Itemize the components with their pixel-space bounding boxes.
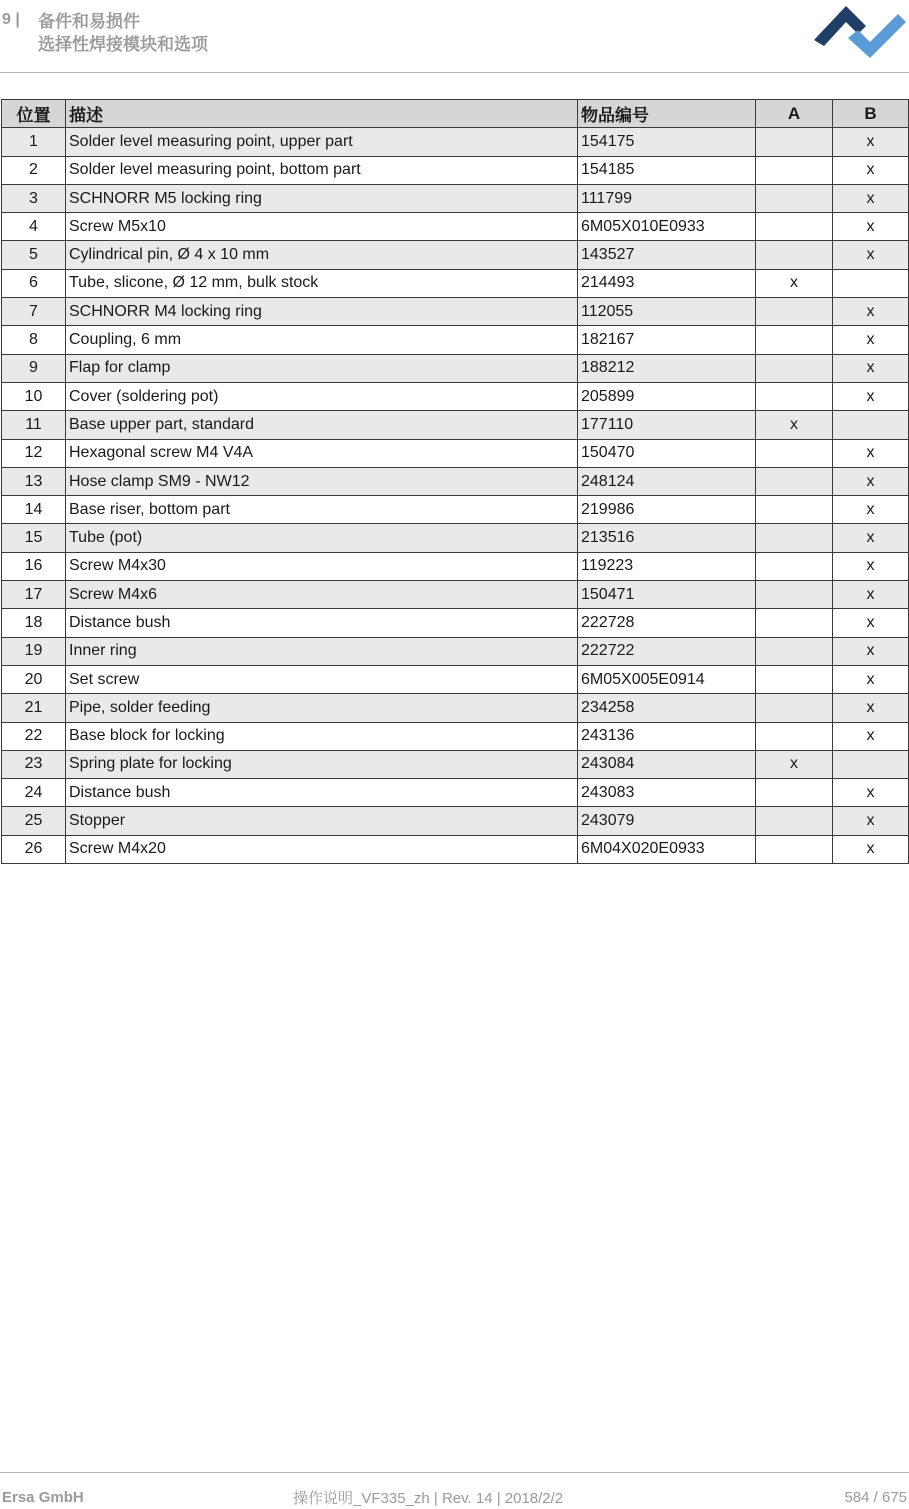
- cell-description: Flap for clamp: [66, 354, 578, 382]
- cell-position: 24: [2, 779, 66, 807]
- table-row: [2, 269, 909, 297]
- cell-item-number: 150471: [578, 581, 756, 609]
- cell-position: 2: [2, 156, 66, 184]
- header-divider: [0, 72, 909, 73]
- cell-position: 19: [2, 637, 66, 665]
- cell-position: 4: [2, 213, 66, 241]
- table-row: [2, 411, 909, 439]
- cell-item-number: 243083: [578, 779, 756, 807]
- table-row: [2, 694, 909, 722]
- cell-description: Base upper part, standard: [66, 411, 578, 439]
- table-row: [2, 241, 909, 269]
- cell-b: x: [833, 609, 909, 637]
- chapter-title: [38, 10, 208, 56]
- cell-a: [756, 354, 833, 382]
- cell-item-number: 182167: [578, 326, 756, 354]
- cell-a: [756, 637, 833, 665]
- cell-b: x: [833, 835, 909, 863]
- cell-a: [756, 439, 833, 467]
- column-header-a: A: [756, 100, 833, 128]
- cell-b: [833, 269, 909, 297]
- cell-description: Tube, slicone, Ø 12 mm, bulk stock: [66, 269, 578, 297]
- cell-a: [756, 779, 833, 807]
- cell-position: 12: [2, 439, 66, 467]
- cell-a: [756, 298, 833, 326]
- table-row: [2, 807, 909, 835]
- table-row: [2, 609, 909, 637]
- table-row: [2, 184, 909, 212]
- cell-item-number: 188212: [578, 354, 756, 382]
- cell-b: x: [833, 184, 909, 212]
- cell-position: 20: [2, 665, 66, 693]
- cell-item-number: 214493: [578, 269, 756, 297]
- cell-position: 18: [2, 609, 66, 637]
- cell-item-number: 154185: [578, 156, 756, 184]
- cell-b: x: [833, 382, 909, 410]
- cell-a: [756, 807, 833, 835]
- cell-position: 26: [2, 835, 66, 863]
- cell-item-number: 112055: [578, 298, 756, 326]
- table-row: [2, 552, 909, 580]
- cell-a: [756, 496, 833, 524]
- chapter-number: 9 |: [2, 11, 20, 28]
- cell-description: Stopper: [66, 807, 578, 835]
- cell-position: 22: [2, 722, 66, 750]
- company-logo: [812, 0, 908, 62]
- cell-description: Base block for locking: [66, 722, 578, 750]
- cell-description: Cover (soldering pot): [66, 382, 578, 410]
- cell-position: 10: [2, 382, 66, 410]
- cell-a: [756, 128, 833, 156]
- footer-divider: [0, 1472, 909, 1473]
- cell-a: [756, 665, 833, 693]
- cell-b: x: [833, 241, 909, 269]
- table-row: [2, 156, 909, 184]
- cell-b: x: [833, 496, 909, 524]
- table-row: [2, 326, 909, 354]
- cell-item-number: 243084: [578, 750, 756, 778]
- cell-item-number: 213516: [578, 524, 756, 552]
- table-row: [2, 835, 909, 863]
- cell-description: Base riser, bottom part: [66, 496, 578, 524]
- page-header: [0, 0, 909, 72]
- cell-a: [756, 581, 833, 609]
- cell-item-number: 6M04X020E0933: [578, 835, 756, 863]
- cell-position: 5: [2, 241, 66, 269]
- cell-b: x: [833, 524, 909, 552]
- parts-table: [1, 99, 909, 864]
- column-header-position: 位置: [2, 100, 66, 128]
- cell-description: Solder level measuring point, upper part: [66, 128, 578, 156]
- cell-position: 8: [2, 326, 66, 354]
- cell-position: 7: [2, 298, 66, 326]
- cell-description: Pipe, solder feeding: [66, 694, 578, 722]
- table-row: [2, 213, 909, 241]
- cell-item-number: 243079: [578, 807, 756, 835]
- cell-item-number: 205899: [578, 382, 756, 410]
- cell-a: [756, 552, 833, 580]
- cell-b: x: [833, 128, 909, 156]
- cell-a: [756, 241, 833, 269]
- cell-description: Hexagonal screw M4 V4A: [66, 439, 578, 467]
- cell-description: Spring plate for locking: [66, 750, 578, 778]
- chapter-title-line2: 选择性焊接模块和选项: [38, 35, 208, 54]
- cell-item-number: 219986: [578, 496, 756, 524]
- table-row: [2, 665, 909, 693]
- cell-a: [756, 213, 833, 241]
- cell-a: [756, 156, 833, 184]
- cell-a: [756, 835, 833, 863]
- cell-position: 15: [2, 524, 66, 552]
- cell-item-number: 234258: [578, 694, 756, 722]
- cell-b: [833, 411, 909, 439]
- cell-a: [756, 326, 833, 354]
- cell-item-number: 154175: [578, 128, 756, 156]
- table-row: [2, 354, 909, 382]
- cell-b: x: [833, 722, 909, 750]
- cell-item-number: 222722: [578, 637, 756, 665]
- cell-item-number: 248124: [578, 467, 756, 495]
- cell-item-number: 222728: [578, 609, 756, 637]
- cell-b: x: [833, 467, 909, 495]
- table-row: [2, 128, 909, 156]
- cell-description: SCHNORR M5 locking ring: [66, 184, 578, 212]
- cell-a: [756, 609, 833, 637]
- cell-position: 1: [2, 128, 66, 156]
- cell-b: x: [833, 637, 909, 665]
- cell-a: x: [756, 269, 833, 297]
- cell-a: [756, 524, 833, 552]
- cell-item-number: 6M05X005E0914: [578, 665, 756, 693]
- cell-position: 25: [2, 807, 66, 835]
- cell-b: x: [833, 581, 909, 609]
- table-row: [2, 637, 909, 665]
- column-header-item-number: 物品编号: [578, 100, 756, 128]
- cell-position: 23: [2, 750, 66, 778]
- cell-b: x: [833, 354, 909, 382]
- cell-item-number: 111799: [578, 184, 756, 212]
- cell-item-number: 119223: [578, 552, 756, 580]
- cell-position: 16: [2, 552, 66, 580]
- cell-position: 9: [2, 354, 66, 382]
- cell-description: Distance bush: [66, 779, 578, 807]
- cell-position: 13: [2, 467, 66, 495]
- table-header-row: [2, 100, 909, 128]
- cell-b: x: [833, 552, 909, 580]
- footer-page-number: 584 / 675: [844, 1489, 907, 1506]
- column-header-b: B: [833, 100, 909, 128]
- cell-b: x: [833, 439, 909, 467]
- cell-description: Coupling, 6 mm: [66, 326, 578, 354]
- cell-description: Solder level measuring point, bottom part: [66, 156, 578, 184]
- cell-item-number: 150470: [578, 439, 756, 467]
- cell-position: 3: [2, 184, 66, 212]
- cell-b: x: [833, 298, 909, 326]
- cell-b: x: [833, 665, 909, 693]
- chapter-title-line1: 备件和易损件: [38, 12, 140, 31]
- cell-description: Screw M4x20: [66, 835, 578, 863]
- cell-a: [756, 694, 833, 722]
- cell-b: x: [833, 694, 909, 722]
- table-row: [2, 467, 909, 495]
- table-row: [2, 439, 909, 467]
- cell-description: Tube (pot): [66, 524, 578, 552]
- cell-description: Screw M5x10: [66, 213, 578, 241]
- cell-description: Screw M4x30: [66, 552, 578, 580]
- cell-a: x: [756, 750, 833, 778]
- cell-position: 11: [2, 411, 66, 439]
- footer-document-info: 操作说明_VF335_zh | Rev. 14 | 2018/2/2: [293, 1490, 564, 1507]
- cell-item-number: 177110: [578, 411, 756, 439]
- cell-b: x: [833, 213, 909, 241]
- cell-b: x: [833, 807, 909, 835]
- cell-a: [756, 382, 833, 410]
- table-row: [2, 779, 909, 807]
- cell-description: Set screw: [66, 665, 578, 693]
- cell-a: [756, 467, 833, 495]
- cell-b: x: [833, 326, 909, 354]
- cell-item-number: 143527: [578, 241, 756, 269]
- cell-b: x: [833, 779, 909, 807]
- cell-description: Inner ring: [66, 637, 578, 665]
- cell-a: [756, 184, 833, 212]
- cell-position: 17: [2, 581, 66, 609]
- cell-item-number: 243136: [578, 722, 756, 750]
- cell-item-number: 6M05X010E0933: [578, 213, 756, 241]
- cell-description: Screw M4x6: [66, 581, 578, 609]
- table-row: [2, 496, 909, 524]
- cell-b: x: [833, 156, 909, 184]
- cell-description: SCHNORR M4 locking ring: [66, 298, 578, 326]
- cell-a: [756, 722, 833, 750]
- cell-b: [833, 750, 909, 778]
- cell-description: Cylindrical pin, Ø 4 x 10 mm: [66, 241, 578, 269]
- cell-position: 21: [2, 694, 66, 722]
- table-row: [2, 722, 909, 750]
- cell-a: x: [756, 411, 833, 439]
- table-row: [2, 298, 909, 326]
- cell-description: Distance bush: [66, 609, 578, 637]
- cell-position: 6: [2, 269, 66, 297]
- cell-position: 14: [2, 496, 66, 524]
- table-row: [2, 581, 909, 609]
- table-body: [2, 128, 909, 864]
- cell-description: Hose clamp SM9 - NW12: [66, 467, 578, 495]
- table-row: [2, 524, 909, 552]
- column-header-description: 描述: [66, 100, 578, 128]
- table-row: [2, 382, 909, 410]
- table-row: [2, 750, 909, 778]
- footer-company: Ersa GmbH: [2, 1489, 84, 1506]
